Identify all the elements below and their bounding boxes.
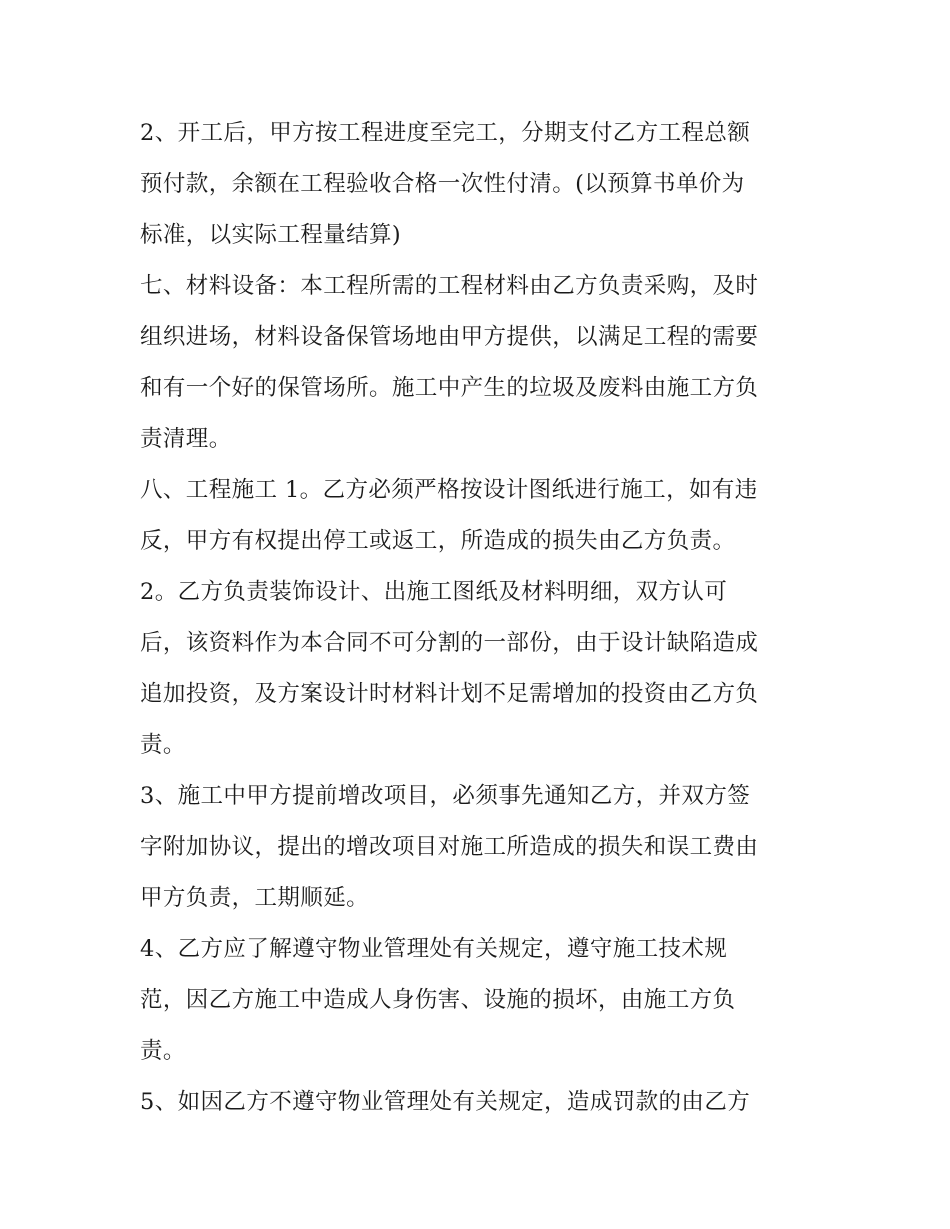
- text-line: 责。: [140, 732, 186, 758]
- text-line: 后，该资料作为本合同不可分割的一部份，由于设计缺陷造成: [140, 630, 759, 656]
- text-line: 预付款，余额在工程验收合格一次性付清。(以预算书单价为: [140, 171, 745, 197]
- text-line: 责。: [140, 1038, 186, 1064]
- text-line: 字附加协议，提出的增改项目对施工所造成的损失和误工费由: [140, 834, 759, 860]
- text-line: 标准，以实际工程量结算): [140, 222, 402, 248]
- text-line: 追加投资，及方案设计时材料计划不足需增加的投资由乙方负: [140, 681, 759, 707]
- text-line: 范，因乙方施工中造成人身伤害、设施的损坏，由施工方负: [140, 987, 736, 1013]
- text-line: 七、材料设备：本工程所需的工程材料由乙方负责采购，及时: [140, 273, 759, 299]
- text-line: 2、开工后，甲方按工程进度至完工，分期支付乙方工程总额: [140, 120, 751, 146]
- text-line: 2。乙方负责装饰设计、出施工图纸及材料明细，双方认可: [140, 579, 728, 605]
- contract-text: [140, 108, 820, 1128]
- text-line: 甲方负责，工期顺延。: [140, 885, 370, 911]
- text-line: 4、乙方应了解遵守物业管理处有关规定，遵守施工技术规: [140, 936, 728, 962]
- text-line: 八、工程施工 1。乙方必须严格按设计图纸进行施工，如有违: [140, 477, 758, 503]
- text-line: 组织进场，材料设备保管场地由甲方提供，以满足工程的需要: [140, 324, 759, 350]
- text-line: 5、如因乙方不遵守物业管理处有关规定，造成罚款的由乙方: [140, 1089, 751, 1115]
- text-line: 和有一个好的保管场所。施工中产生的垃圾及废料由施工方负: [140, 375, 759, 401]
- text-line: 责清理。: [140, 426, 232, 452]
- text-line: 反，甲方有权提出停工或返工，所造成的损失由乙方负责。: [140, 528, 736, 554]
- text-line: 3、施工中甲方提前增改项目，必须事先通知乙方，并双方签: [140, 783, 751, 809]
